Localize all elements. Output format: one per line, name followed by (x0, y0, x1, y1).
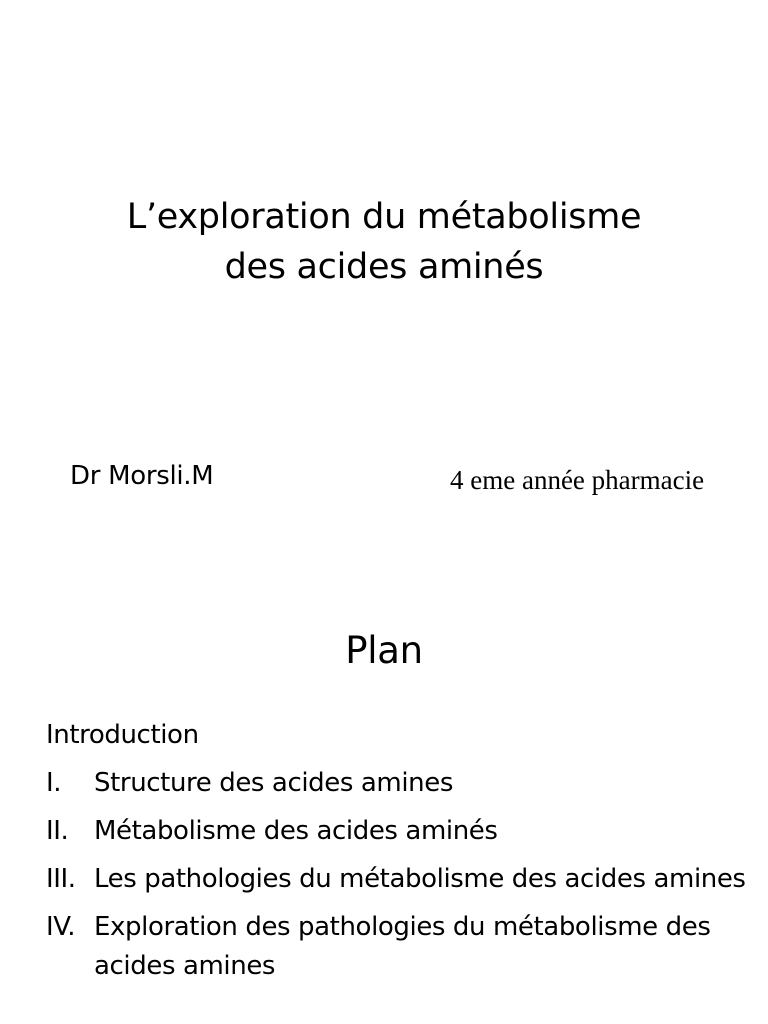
plan-item-text: Structure des acides amines (94, 768, 453, 798)
slide-title (0, 192, 768, 292)
plan-item-exploration (46, 908, 746, 986)
plan-slide (0, 576, 768, 1024)
plan-item-text: Exploration des pathologies du métabolisme des acides amines (94, 912, 711, 981)
plan-item-number: IV. (46, 912, 76, 942)
plan-item-text: Introduction (46, 720, 199, 750)
plan-item-number: III. (46, 864, 76, 894)
plan-item-number: II. (46, 816, 69, 846)
plan-item-introduction (46, 716, 746, 755)
plan-item-metabolisme (46, 812, 746, 851)
plan-item-text: Métabolisme des acides aminés (94, 816, 498, 846)
plan-heading: Plan (345, 629, 423, 672)
author-name: Dr Morsli.M (70, 461, 214, 491)
plan-list (46, 716, 746, 995)
plan-item-number: I. (46, 768, 62, 798)
plan-item-structure (46, 764, 746, 803)
plan-item-text: Les pathologies du métabolisme des acides amines (94, 864, 746, 894)
plan-item-pathologies (46, 860, 746, 899)
course-year: 4 eme année pharmacie (450, 465, 705, 495)
slide-title-line-2: des acides aminés (224, 247, 544, 287)
slide-title-line-1: L’exploration du métabolisme (126, 197, 642, 237)
